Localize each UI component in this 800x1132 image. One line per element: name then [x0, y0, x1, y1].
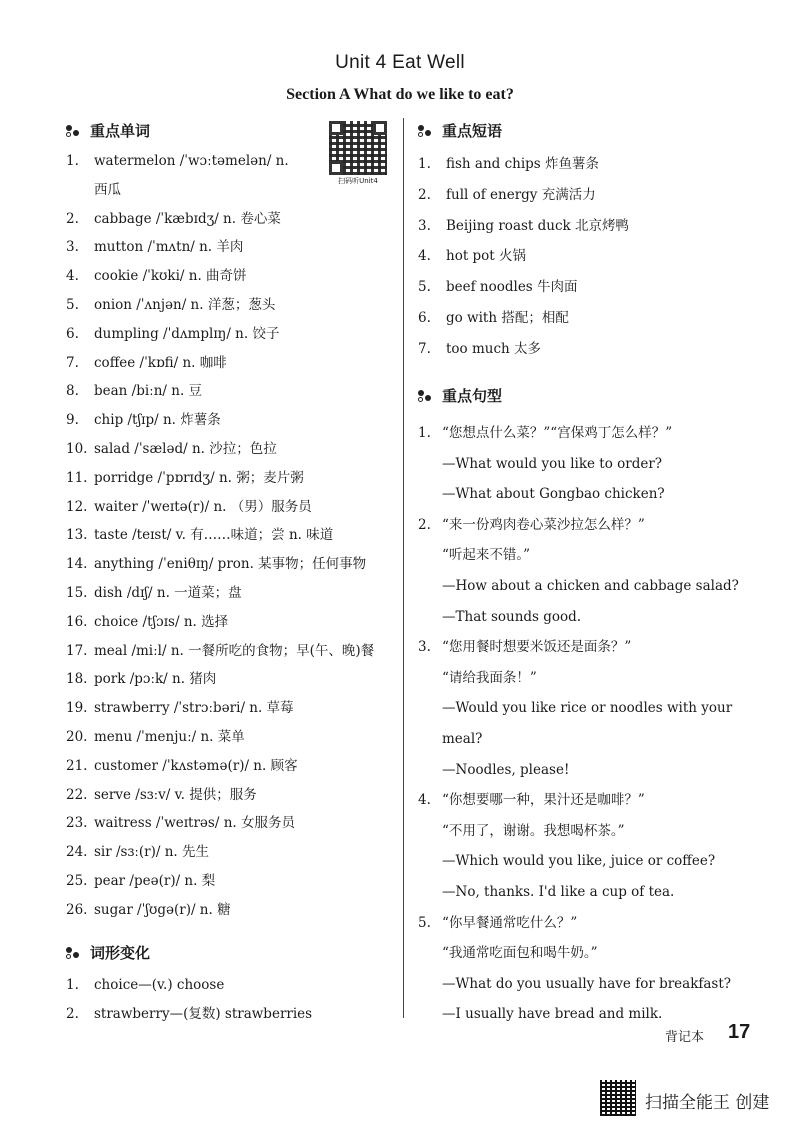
vocab-item	[66, 464, 374, 493]
item-number: 3.	[418, 639, 431, 656]
item-text: 西瓜	[94, 181, 121, 198]
item-text: dumpling /ˈdʌmplɪŋ/ n. 饺子	[94, 325, 280, 342]
sentence-item	[418, 510, 739, 632]
item-text: cabbage /ˈkæbɪdʒ/ n. 卷心菜	[94, 210, 281, 227]
item-text: strawberry—(复数) strawberries	[94, 1006, 313, 1022]
vocab-item	[66, 781, 374, 810]
vocab-list	[66, 147, 374, 925]
sentence-item	[418, 632, 739, 785]
item-number: 25.	[66, 872, 88, 889]
vocab-item	[66, 665, 374, 694]
vocab-item	[66, 233, 374, 262]
item-number: 4.	[418, 792, 431, 809]
bullet-dots-icon	[418, 389, 434, 403]
item-number: 7.	[418, 340, 431, 357]
item-text: salad /ˈsæləd/ n. 沙拉；色拉	[94, 440, 277, 457]
sentence-first-line	[418, 510, 739, 541]
phrase-item	[418, 180, 629, 211]
forms-heading	[66, 942, 150, 963]
item-number: 2.	[66, 210, 79, 227]
item-number: 11.	[66, 469, 88, 486]
vocab-item	[66, 608, 374, 637]
vocab-item	[66, 637, 374, 666]
vocab-item	[66, 579, 374, 608]
sentence-line: —That sounds good.	[442, 608, 582, 625]
vocab-item	[66, 262, 374, 291]
section-title: Section A What do we like to eat?	[286, 86, 514, 103]
item-number: 22.	[66, 786, 88, 803]
sentence-line: —How about a chicken and cabbage salad?	[442, 577, 739, 594]
sentence-line: “我通常吃面包和喝牛奶。”	[442, 945, 598, 962]
item-text: chip /tʃɪp/ n. 炸薯条	[94, 412, 221, 429]
item-text: menu /ˈmenjuː/ n. 菜单	[94, 728, 245, 745]
sentences-list	[418, 418, 739, 1030]
vocab-item	[66, 550, 374, 579]
item-text: waiter /ˈweɪtə(r)/ n. （男）服务员	[94, 498, 312, 515]
sentence-first-line	[418, 785, 739, 816]
item-text: bean /biːn/ n. 豆	[94, 383, 203, 400]
sentence-line: —No, thanks. I'd like a cup of tea.	[442, 883, 675, 900]
item-number: 4.	[66, 268, 79, 285]
item-text: taste /teɪst/ v. 有……味道；尝 n. 味道	[94, 527, 334, 544]
sentence-line: meal?	[442, 730, 483, 747]
item-text: onion /ˈʌnjən/ n. 洋葱；葱头	[94, 296, 276, 313]
item-number: 20.	[66, 728, 88, 745]
page-number: 17	[728, 1021, 751, 1043]
vocab-heading-label: 重点单词	[90, 122, 151, 140]
item-number: 6.	[66, 325, 79, 342]
vocab-item	[66, 867, 374, 896]
item-text: sir /sɜː(r)/ n. 先生	[94, 844, 209, 861]
item-text: pork /pɔːk/ n. 猪肉	[94, 671, 217, 688]
item-number: 15.	[66, 584, 88, 601]
item-number: 18.	[66, 671, 88, 688]
phrases-heading	[418, 120, 502, 141]
sentence-line: “听起来不错。”	[442, 547, 531, 564]
sentence-line: —Which would you like, juice or coffee?	[442, 853, 716, 870]
sentence-item	[418, 785, 739, 907]
vocab-item	[66, 176, 374, 205]
phrase-item	[418, 272, 629, 303]
item-text: choice—(v.) choose	[94, 977, 225, 993]
item-text: coffee /ˈkɒfi/ n. 咖啡	[94, 354, 227, 371]
footer-label: 背记本	[665, 1030, 705, 1045]
item-number: 21.	[66, 757, 88, 774]
phrases-heading-label: 重点短语	[442, 122, 503, 140]
bullet-dots-icon	[66, 124, 82, 138]
vocab-item	[66, 752, 374, 781]
item-text: Beijing roast duck 北京烤鸭	[446, 217, 630, 234]
qr-caption: 扫码听Unit4	[338, 177, 378, 185]
item-text: too much 太多	[446, 340, 542, 357]
item-text: watermelon /ˈwɔːtəmelən/ n.	[94, 153, 289, 169]
vocab-item	[66, 377, 374, 406]
item-number: 19.	[66, 700, 88, 717]
item-text: sugar /ˈʃʊgə(r)/ n. 糖	[94, 901, 231, 918]
sentence-line: “不用了，谢谢。我想喝杯茶。”	[442, 822, 625, 839]
vocab-item	[66, 291, 374, 320]
sentences-heading	[418, 385, 502, 406]
vocab-heading	[66, 120, 150, 141]
item-number: 5.	[66, 296, 79, 313]
vocab-item	[66, 694, 374, 723]
item-text: pear /peə(r)/ n. 梨	[94, 872, 216, 889]
item-number	[66, 176, 94, 205]
sentence-line: “来一份鸡肉卷心菜沙拉怎么样？”	[442, 516, 645, 533]
column-divider	[403, 118, 404, 1018]
word-form-item	[66, 1000, 312, 1029]
item-number: 1.	[66, 153, 79, 169]
item-number: 2.	[66, 1006, 79, 1022]
vocab-item	[66, 723, 374, 752]
sentence-line: —What about Gongbao chicken?	[442, 486, 665, 503]
item-text: go with 搭配；相配	[446, 309, 569, 326]
item-text: waitress /ˈweɪtrəs/ n. 女服务员	[94, 815, 295, 832]
vocab-item	[66, 896, 374, 925]
item-text: fish and chips 炸鱼薯条	[446, 156, 600, 172]
forms-heading-label: 词形变化	[90, 944, 151, 962]
item-number: 1.	[418, 156, 431, 172]
item-number: 3.	[418, 217, 431, 234]
item-number: 17.	[66, 642, 88, 659]
item-number: 3.	[66, 239, 79, 256]
item-text: cookie /ˈkʊki/ n. 曲奇饼	[94, 268, 247, 285]
sentences-heading-label: 重点句型	[442, 387, 503, 405]
sentence-line: —I usually have bread and milk.	[442, 1006, 663, 1023]
bullet-dots-icon	[66, 946, 82, 960]
phrase-item	[418, 303, 629, 334]
sentence-line: —Would you like rice or noodles with your	[442, 700, 733, 717]
vocab-item	[66, 521, 374, 550]
vocab-item	[66, 349, 374, 378]
sentence-line: “你想要哪一种，果汁还是咖啡？”	[442, 792, 645, 809]
scanner-qr-icon	[600, 1080, 636, 1116]
sentence-first-line	[418, 418, 739, 449]
phrase-item	[418, 149, 629, 180]
watermark-text: 扫描全能王 创建	[645, 1093, 770, 1113]
item-number: 23.	[66, 815, 88, 832]
sentence-item	[418, 418, 739, 510]
item-number: 10.	[66, 440, 88, 457]
item-text: anything /ˈeniθɪŋ/ pron. 某事物；任何事物	[94, 556, 367, 573]
item-number: 7.	[66, 354, 79, 371]
item-number: 13.	[66, 527, 88, 544]
sentence-line: —What would you like to order?	[442, 455, 663, 472]
forms-list	[66, 971, 312, 1029]
item-text: full of energy 充满活力	[446, 186, 596, 203]
item-number: 2.	[418, 516, 431, 533]
sentence-line: “你早餐通常吃什么？”	[442, 914, 578, 931]
vocab-item	[66, 320, 374, 349]
item-text: customer /ˈkʌstəmə(r)/ n. 顾客	[94, 757, 298, 774]
item-number: 8.	[66, 383, 79, 400]
sentence-first-line	[418, 908, 739, 939]
phrase-item	[418, 211, 629, 242]
item-number: 9.	[66, 412, 79, 429]
vocab-item	[66, 838, 374, 867]
item-text: beef noodles 牛肉面	[446, 279, 578, 296]
item-number: 5.	[418, 914, 431, 931]
sentence-line: —What do you usually have for breakfast?	[442, 975, 732, 992]
sentence-line: “请给我面条！”	[442, 669, 537, 686]
sentence-line: “您想点什么菜？”“宫保鸡丁怎么样？”	[442, 425, 673, 441]
item-text: porridge /ˈpɒrɪdʒ/ n. 粥；麦片粥	[94, 469, 304, 486]
vocab-item	[66, 435, 374, 464]
vocab-item	[66, 809, 374, 838]
vocab-item	[66, 406, 374, 435]
item-number: 16.	[66, 613, 88, 630]
item-number: 14.	[66, 556, 88, 573]
item-number: 1.	[418, 425, 431, 441]
sentence-line: —Noodles, please!	[442, 761, 570, 778]
item-text: mutton /ˈmʌtn/ n. 羊肉	[94, 239, 244, 256]
phrase-item	[418, 334, 629, 365]
vocab-item	[66, 493, 374, 522]
vocab-item	[66, 205, 374, 234]
item-number: 12.	[66, 498, 88, 515]
item-text: meal /miːl/ n. 一餐所吃的食物；早(午、晚)餐	[94, 642, 375, 659]
vocab-item	[66, 147, 374, 176]
item-text: choice /tʃɔɪs/ n. 选择	[94, 613, 229, 630]
sentence-item	[418, 908, 739, 1030]
word-form-item	[66, 971, 312, 1000]
sentence-first-line	[418, 632, 739, 663]
item-text: strawberry /ˈstrɔːbəri/ n. 草莓	[94, 700, 294, 717]
sentence-line: “您用餐时想要米饭还是面条？”	[442, 639, 632, 656]
unit-title: Unit 4 Eat Well	[335, 52, 465, 73]
item-number: 2.	[418, 186, 431, 203]
item-text: dish /dɪʃ/ n. 一道菜；盘	[94, 584, 242, 601]
bullet-dots-icon	[418, 124, 434, 138]
phrases-list	[418, 149, 629, 365]
item-number: 1.	[66, 977, 79, 993]
item-text: hot pot 火锅	[446, 248, 527, 265]
item-text: serve /sɜːv/ v. 提供；服务	[94, 786, 257, 803]
item-number: 4.	[418, 248, 431, 265]
item-number: 24.	[66, 844, 88, 861]
item-number: 26.	[66, 901, 88, 918]
phrase-item	[418, 241, 629, 272]
item-number: 6.	[418, 309, 431, 326]
item-number: 5.	[418, 279, 431, 296]
